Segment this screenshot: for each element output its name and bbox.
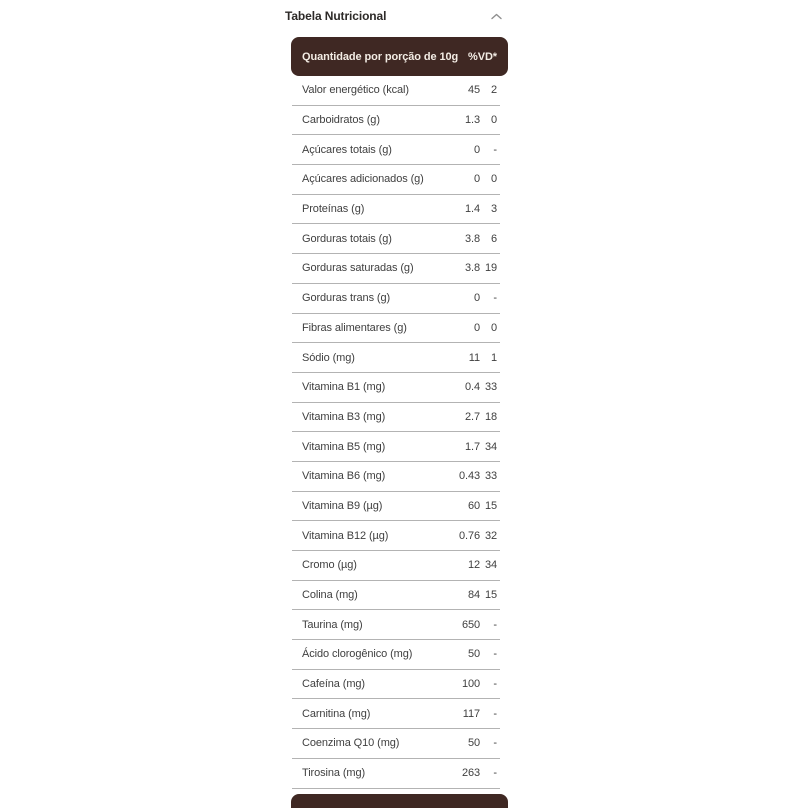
table-row — [292, 373, 500, 403]
nutrient-vd-value: - — [493, 143, 497, 156]
table-row — [292, 640, 500, 670]
table-row — [292, 314, 500, 344]
nutrient-vd-value: - — [493, 707, 497, 720]
nutrient-value: 2.7 — [465, 410, 480, 423]
nutrient-value: 0.43 — [458, 470, 480, 483]
nutrient-label: Gorduras totais (g) — [302, 232, 392, 245]
nutrient-value: 45 — [467, 84, 480, 97]
nutrient-label: Tirosina (mg) — [302, 767, 366, 780]
nutrient-value: 50 — [467, 648, 480, 661]
nutrient-value: 100 — [461, 678, 480, 691]
table-row — [292, 699, 500, 729]
nutrient-vd-value: 15 — [484, 499, 497, 512]
nutrient-value: 0 — [473, 143, 480, 156]
nutrient-label: Cromo (µg) — [302, 559, 357, 572]
table-row — [292, 759, 500, 789]
nutrient-label: Açúcares adicionados (g) — [302, 173, 424, 186]
nutrient-vd-value: 33 — [484, 381, 497, 394]
table-row — [292, 106, 500, 136]
accordion-title: Tabela Nutricional — [285, 9, 387, 23]
nutrient-value: 3.8 — [465, 232, 480, 245]
table-row — [292, 135, 500, 165]
table-row — [292, 581, 500, 611]
table-row — [292, 432, 500, 462]
nutrient-value: 1.4 — [465, 203, 480, 216]
nutrient-value: 3.8 — [465, 262, 480, 275]
table-row — [292, 195, 500, 225]
nutrient-vd-value: - — [493, 292, 497, 305]
table-row — [292, 224, 500, 254]
nutrient-vd-value: 6 — [490, 232, 497, 245]
nutrient-vd-value: 0 — [490, 173, 497, 186]
nutrient-value: 0 — [473, 173, 480, 186]
nutrient-label: Vitamina B12 (µg) — [302, 529, 389, 542]
nutrient-vd-value: - — [493, 678, 497, 691]
nutrient-value: 1.3 — [465, 114, 480, 127]
nutrient-value: 0 — [473, 292, 480, 305]
nutrient-value: 263 — [461, 767, 480, 780]
table-row — [292, 254, 500, 284]
nutrient-vd-value: 18 — [484, 410, 497, 423]
table-row — [292, 403, 500, 433]
nutrient-value: 50 — [467, 737, 480, 750]
nutrient-vd-value: 1 — [490, 351, 497, 364]
nutrient-label: Vitamina B1 (mg) — [302, 381, 386, 394]
nutrient-value: 1.7 — [465, 440, 480, 453]
table-row — [292, 729, 500, 759]
nutrient-label: Taurina (mg) — [302, 618, 363, 631]
table-row — [292, 284, 500, 314]
nutrient-label: Colina (mg) — [302, 589, 358, 602]
table-row — [292, 610, 500, 640]
nutrient-vd-value: - — [493, 618, 497, 631]
table-row — [292, 76, 500, 106]
table-header-quantity-label: Quantidade por porção de 10g — [302, 50, 459, 63]
nutrient-label: Ácido clorogênico (mg) — [302, 648, 413, 661]
nutrient-label: Açúcares totais (g) — [302, 143, 392, 156]
nutrient-label: Vitamina B6 (mg) — [302, 470, 386, 483]
nutrient-label: Vitamina B3 (mg) — [302, 410, 386, 423]
nutrient-value: 117 — [462, 707, 480, 720]
nutrient-vd-value: 3 — [490, 203, 497, 216]
nutrient-label: Carnitina (mg) — [302, 707, 371, 720]
nutrient-value: 60 — [467, 499, 480, 512]
table-row — [292, 521, 500, 551]
nutrient-label: Vitamina B9 (µg) — [302, 499, 383, 512]
nutrient-value: 0.76 — [458, 529, 480, 542]
table-row — [292, 343, 500, 373]
table-row — [292, 670, 500, 700]
nutrient-value: 11 — [468, 351, 480, 364]
table-header-bar — [291, 37, 508, 76]
table-row — [292, 492, 500, 522]
nutrient-vd-value: 0 — [490, 114, 497, 127]
table-header-vd-label: %VD* — [468, 50, 497, 63]
nutrient-label: Carboidratos (g) — [302, 114, 380, 127]
nutrition-table — [292, 76, 500, 789]
nutrient-label: Valor energético (kcal) — [302, 84, 409, 97]
nutrient-vd-value: - — [493, 767, 497, 780]
nutrient-vd-value: 33 — [484, 470, 497, 483]
nutrient-value: 650 — [461, 618, 480, 631]
nutrient-vd-value: - — [493, 737, 497, 750]
nutrient-vd-value: 2 — [490, 84, 497, 97]
nutrient-label: Sódio (mg) — [302, 351, 355, 364]
nutrient-vd-value: 0 — [490, 321, 497, 334]
nutrient-label: Gorduras trans (g) — [302, 292, 391, 305]
nutrient-label: Coenzima Q10 (mg) — [302, 737, 400, 750]
nutrient-label: Gorduras saturadas (g) — [302, 262, 414, 275]
table-footer-bar — [291, 794, 508, 808]
nutrient-value: 0.4 — [465, 381, 480, 394]
nutrient-label: Cafeína (mg) — [302, 678, 365, 691]
nutrient-label: Vitamina B5 (mg) — [302, 440, 386, 453]
table-row — [292, 165, 500, 195]
nutrient-value: 84 — [467, 589, 480, 602]
nutrient-label: Proteínas (g) — [302, 203, 365, 216]
nutrient-vd-value: 34 — [484, 559, 497, 572]
nutrient-vd-value: 19 — [484, 262, 497, 275]
nutrient-vd-value: 34 — [484, 440, 497, 453]
nutrient-vd-value: 15 — [484, 589, 497, 602]
table-row — [292, 462, 500, 492]
accordion-header[interactable] — [285, 6, 508, 26]
nutrient-vd-value: 32 — [484, 529, 497, 542]
nutrient-label: Fibras alimentares (g) — [302, 321, 407, 334]
nutrient-vd-value: - — [493, 648, 497, 661]
table-row — [292, 551, 500, 581]
nutrient-value: 0 — [473, 321, 480, 334]
nutrient-value: 12 — [467, 559, 480, 572]
chevron-up-icon[interactable] — [491, 13, 502, 20]
